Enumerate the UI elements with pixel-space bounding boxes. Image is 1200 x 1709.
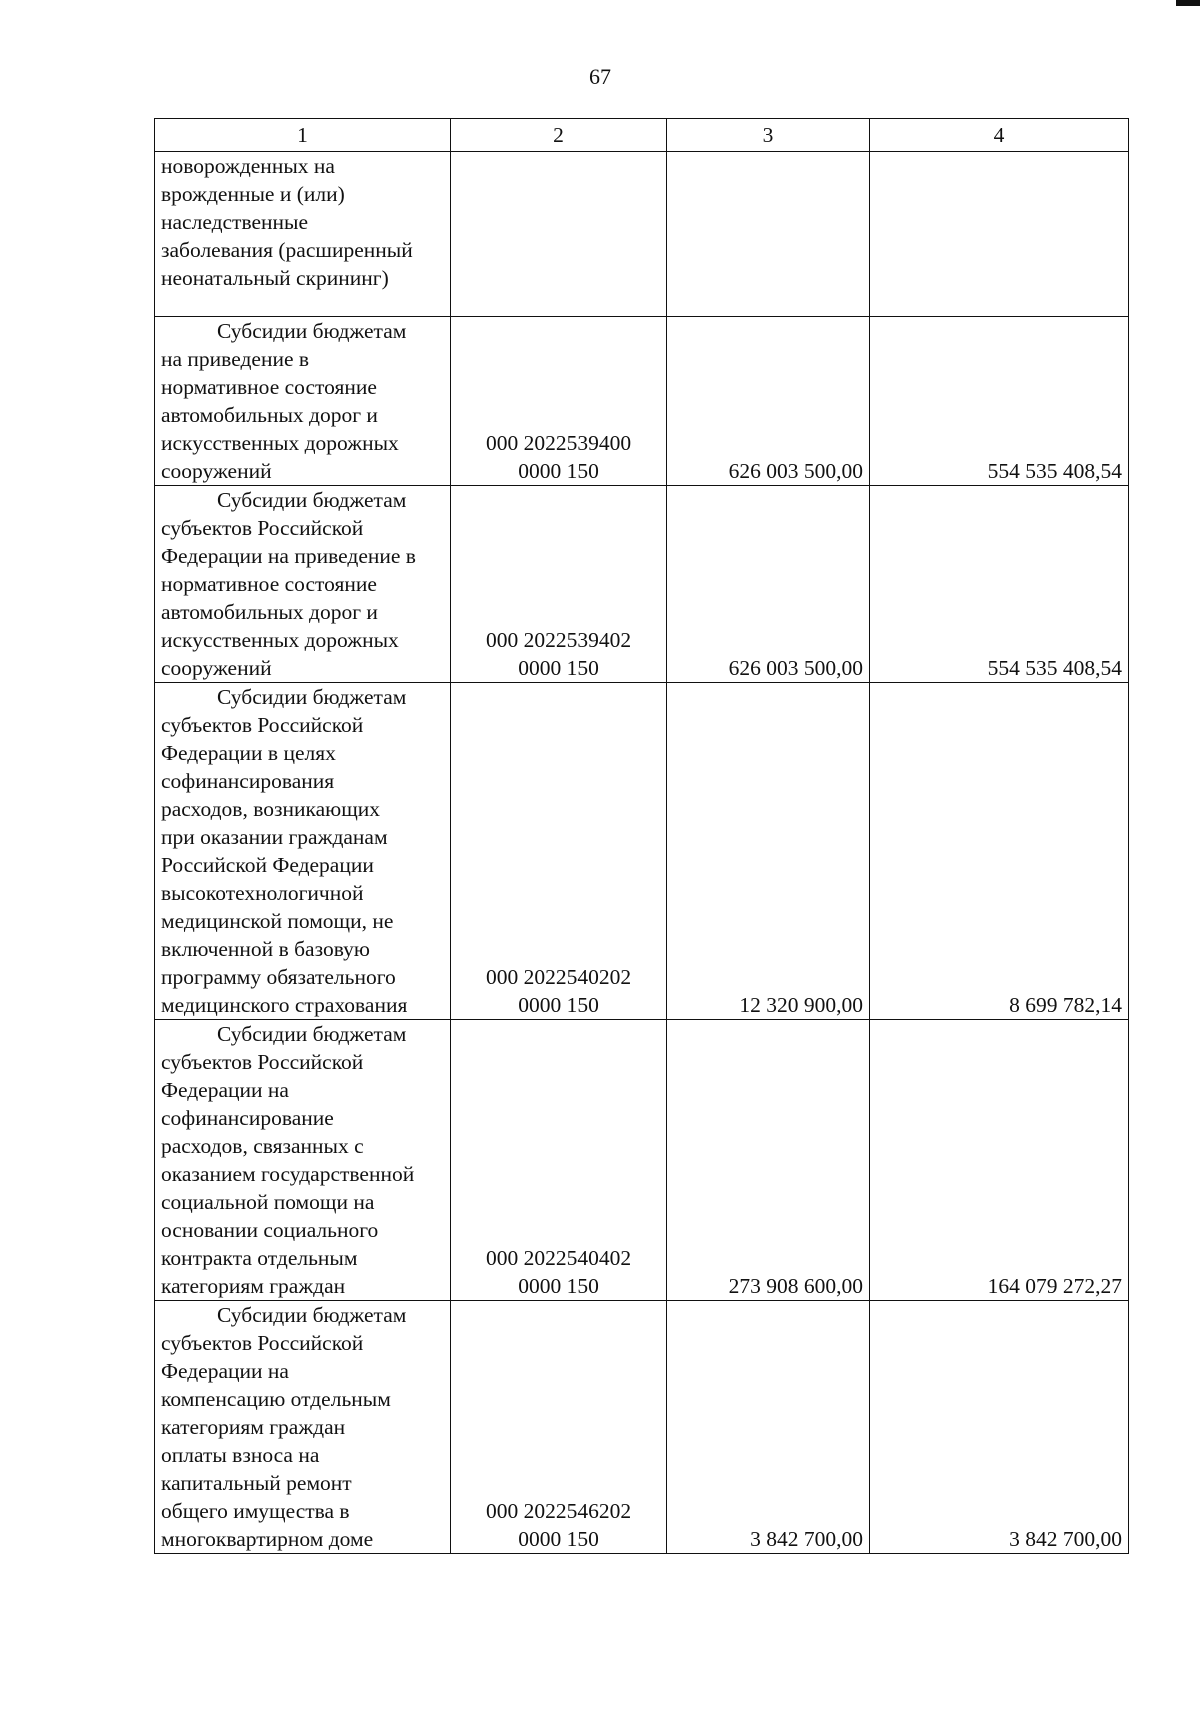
row-code-line: 000 2022539402 [485, 628, 632, 652]
row-name-line: многоквартирном доме [161, 1527, 374, 1551]
column-header: 3 [667, 119, 870, 152]
table-header-row [155, 119, 1129, 152]
row-name-line: субъектов Российской [161, 1331, 364, 1355]
row-name-line: искусственных дорожных [161, 628, 399, 652]
row-name-line: высокотехнологичной [161, 881, 364, 905]
row-name-line: расходов, возникающих [161, 797, 380, 821]
row-name-line: программу обязательного [161, 965, 396, 989]
row-code-line: 000 2022539400 [485, 431, 632, 455]
row-name-cell [155, 152, 451, 317]
row-name-line: компенсацию отдельным [161, 1387, 391, 1411]
row-name-cell [155, 1301, 451, 1554]
row-name-line: автомобильных дорог и [161, 600, 378, 624]
row-name-line: субъектов Российской [161, 713, 364, 737]
row-name-line: Субсидии бюджетам [217, 488, 407, 512]
row-executed-value: 164 079 272,27 [870, 1020, 1129, 1301]
row-name-cell [155, 1020, 451, 1301]
table-row [155, 683, 1129, 1020]
table-row [155, 486, 1129, 683]
row-name-line: Субсидии бюджетам [217, 1303, 407, 1327]
row-code-line: 0000 150 [518, 1527, 599, 1551]
row-code-cell [451, 317, 667, 486]
page-number: 67 [589, 64, 611, 89]
row-name-line: софинансирование [161, 1106, 334, 1130]
row-name-line: Российской Федерации [161, 853, 374, 877]
table-row [155, 317, 1129, 486]
row-name-line: при оказании гражданам [161, 825, 388, 849]
column-header: 2 [451, 119, 667, 152]
row-name-line: нормативное состояние [161, 375, 377, 399]
row-name-line: врожденные и (или) [161, 182, 345, 206]
row-name-line: сооружений [161, 656, 272, 680]
row-name-line: Федерации на [161, 1359, 289, 1383]
row-code-line: 000 2022546202 [485, 1499, 632, 1523]
row-name-line: общего имущества в [161, 1499, 350, 1523]
row-code-line: 0000 150 [518, 1274, 599, 1298]
row-code-line: 0000 150 [518, 993, 599, 1017]
row-code-line: 0000 150 [518, 656, 599, 680]
row-code-cell [451, 1020, 667, 1301]
table-row [155, 1020, 1129, 1301]
budget-table [154, 118, 1129, 1554]
row-name-line: медицинского страхования [161, 993, 408, 1017]
row-executed-value: 554 535 408,54 [870, 317, 1129, 486]
row-name-line: категориям граждан [161, 1274, 346, 1298]
row-executed-value [870, 152, 1129, 317]
row-name-line: автомобильных дорог и [161, 403, 378, 427]
row-planned-value [667, 152, 870, 317]
row-name-line: заболевания (расширенный [161, 238, 413, 262]
row-executed-value: 554 535 408,54 [870, 486, 1129, 683]
row-name-line: наследственные [161, 210, 309, 234]
row-name-cell [155, 683, 451, 1020]
row-name-line: включенной в базовую [161, 937, 370, 961]
row-name-line: капитальный ремонт [161, 1471, 352, 1495]
row-code-line: 000 2022540402 [485, 1246, 632, 1270]
row-name-line: неонатальный скрининг) [161, 266, 389, 290]
row-name-line: оказанием государственной [161, 1162, 415, 1186]
row-name-line: Федерации в целях [161, 741, 336, 765]
row-name-line: Субсидии бюджетам [217, 685, 407, 709]
row-planned-value: 626 003 500,00 [667, 486, 870, 683]
row-name-line: Федерации на приведение в [161, 544, 416, 568]
row-name-line: Субсидии бюджетам [217, 319, 407, 343]
row-name-line: медицинской помощи, не [161, 909, 394, 933]
corner-scan-mark [1176, 0, 1200, 6]
table-body [155, 152, 1129, 1554]
row-name-line: социальной помощи на [161, 1190, 375, 1214]
column-header: 4 [870, 119, 1129, 152]
row-code-cell [451, 1301, 667, 1554]
row-executed-value: 3 842 700,00 [870, 1301, 1129, 1554]
row-planned-value: 12 320 900,00 [667, 683, 870, 1020]
row-code-line: 0000 150 [518, 459, 599, 483]
row-executed-value: 8 699 782,14 [870, 683, 1129, 1020]
row-planned-value: 273 908 600,00 [667, 1020, 870, 1301]
row-name-line: категориям граждан [161, 1415, 346, 1439]
row-name-line: софинансирования [161, 769, 335, 793]
row-planned-value: 3 842 700,00 [667, 1301, 870, 1554]
row-code-line: 000 2022540202 [485, 965, 632, 989]
row-name-line: основании социального [161, 1218, 379, 1242]
row-name-line: искусственных дорожных [161, 431, 399, 455]
row-name-cell [155, 486, 451, 683]
row-name-line: Федерации на [161, 1078, 289, 1102]
row-code-cell [451, 152, 667, 317]
row-name-line: контракта отдельным [161, 1246, 358, 1270]
row-name-line: расходов, связанных с [161, 1134, 364, 1158]
row-planned-value: 626 003 500,00 [667, 317, 870, 486]
row-code-cell [451, 486, 667, 683]
row-name-cell [155, 317, 451, 486]
row-name-line: субъектов Российской [161, 516, 364, 540]
row-code-cell [451, 683, 667, 1020]
row-name-line: Субсидии бюджетам [217, 1022, 407, 1046]
row-name-line: нормативное состояние [161, 572, 377, 596]
column-header: 1 [155, 119, 451, 152]
row-name-line: сооружений [161, 459, 272, 483]
row-name-line: на приведение в [161, 347, 310, 371]
table-row [155, 1301, 1129, 1554]
row-name-line: новорожденных на [161, 154, 335, 178]
table-row [155, 152, 1129, 317]
row-name-line: субъектов Российской [161, 1050, 364, 1074]
row-name-line: оплаты взноса на [161, 1443, 320, 1467]
